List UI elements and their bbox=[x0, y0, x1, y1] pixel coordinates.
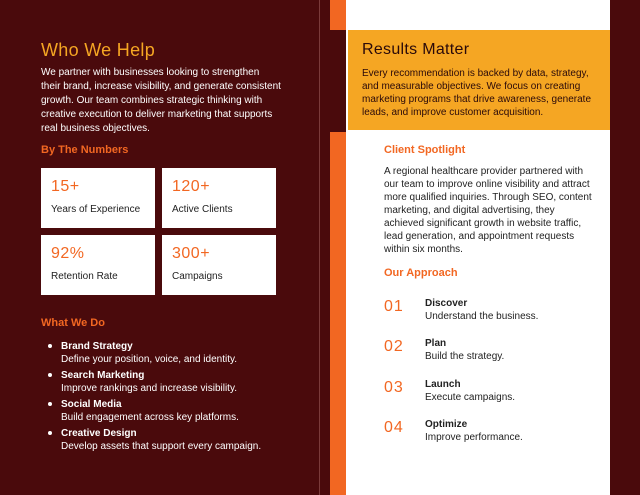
service-desc: Improve rankings and increase visibility. bbox=[61, 383, 238, 394]
approach-step bbox=[384, 379, 604, 409]
services-list bbox=[48, 340, 308, 456]
step-title: Launch bbox=[425, 379, 461, 390]
step-desc: Build the strategy. bbox=[425, 351, 505, 362]
stat-value: 300+ bbox=[172, 245, 211, 262]
stat-card bbox=[162, 235, 276, 295]
accent-strip-top bbox=[330, 0, 346, 30]
by-the-numbers-heading: By The Numbers bbox=[41, 144, 129, 156]
approach-step bbox=[384, 419, 604, 449]
step-title: Discover bbox=[425, 298, 468, 309]
approach-step bbox=[384, 338, 604, 368]
stat-value: 92% bbox=[51, 245, 85, 262]
left-panel bbox=[0, 0, 319, 495]
approach-step bbox=[384, 298, 604, 328]
stat-label: Retention Rate bbox=[51, 271, 118, 282]
results-box bbox=[348, 30, 610, 130]
step-title: Optimize bbox=[425, 419, 468, 430]
service-desc: Build engagement across key platforms. bbox=[61, 412, 239, 423]
right-edge-band bbox=[610, 0, 640, 495]
center-divider bbox=[319, 0, 320, 495]
service-desc: Develop assets that support every campaign. bbox=[61, 441, 262, 452]
stat-card bbox=[41, 168, 155, 228]
step-number: 03 bbox=[384, 379, 404, 396]
bullet-icon bbox=[48, 431, 52, 435]
bullet-icon bbox=[48, 402, 52, 406]
list-item bbox=[48, 340, 308, 366]
bullet-icon bbox=[48, 344, 52, 348]
list-item bbox=[48, 369, 308, 395]
step-number: 01 bbox=[384, 298, 404, 315]
step-desc: Improve performance. bbox=[425, 432, 523, 443]
step-desc: Understand the business. bbox=[425, 311, 539, 322]
step-desc: Execute campaigns. bbox=[425, 392, 516, 403]
results-title: Results Matter bbox=[362, 41, 470, 58]
stat-card bbox=[162, 168, 276, 228]
stat-label: Years of Experience bbox=[51, 204, 141, 215]
stat-value: 120+ bbox=[172, 178, 211, 195]
step-number: 02 bbox=[384, 338, 404, 355]
intro-paragraph: We partner with businesses looking to strengthen their brand, increase visibility, and generate consistent growth. Our team combines strategic thinking with creative execution to deliver marketing that supports real business objectives. bbox=[41, 67, 281, 134]
service-desc: Define your position, voice, and identity. bbox=[61, 354, 238, 365]
list-item bbox=[48, 398, 308, 424]
results-text: Every recommendation is backed by data, strategy, and measurable objectives. We focus on creating marketing programs that drive awareness, generate leads, and improve customer acquisition. bbox=[362, 68, 592, 118]
stat-card bbox=[41, 235, 155, 295]
service-title: Social Media bbox=[61, 399, 122, 410]
our-approach-heading: Our Approach bbox=[384, 267, 458, 279]
step-title: Plan bbox=[425, 338, 447, 349]
stat-label: Active Clients bbox=[172, 204, 233, 215]
what-we-do-heading: What We Do bbox=[41, 317, 105, 329]
client-spotlight-heading: Client Spotlight bbox=[384, 144, 466, 156]
service-title: Brand Strategy bbox=[61, 341, 133, 352]
service-title: Creative Design bbox=[61, 428, 137, 439]
stat-label: Campaigns bbox=[172, 271, 223, 282]
service-title: Search Marketing bbox=[61, 370, 145, 381]
bullet-icon bbox=[48, 373, 52, 377]
who-we-help-title: Who We Help bbox=[41, 40, 156, 60]
step-number: 04 bbox=[384, 419, 404, 436]
list-item bbox=[48, 427, 308, 453]
stat-value: 15+ bbox=[51, 178, 80, 195]
accent-strip bbox=[330, 132, 346, 495]
client-spotlight-text: A regional healthcare provider partnered with our team to improve online visibility and attract more qualified inquiries. Through SEO, content marketing, and digital advertising, they achieved significant growth in website traffic, lead generation, and appointment requests within six months. bbox=[384, 166, 592, 255]
